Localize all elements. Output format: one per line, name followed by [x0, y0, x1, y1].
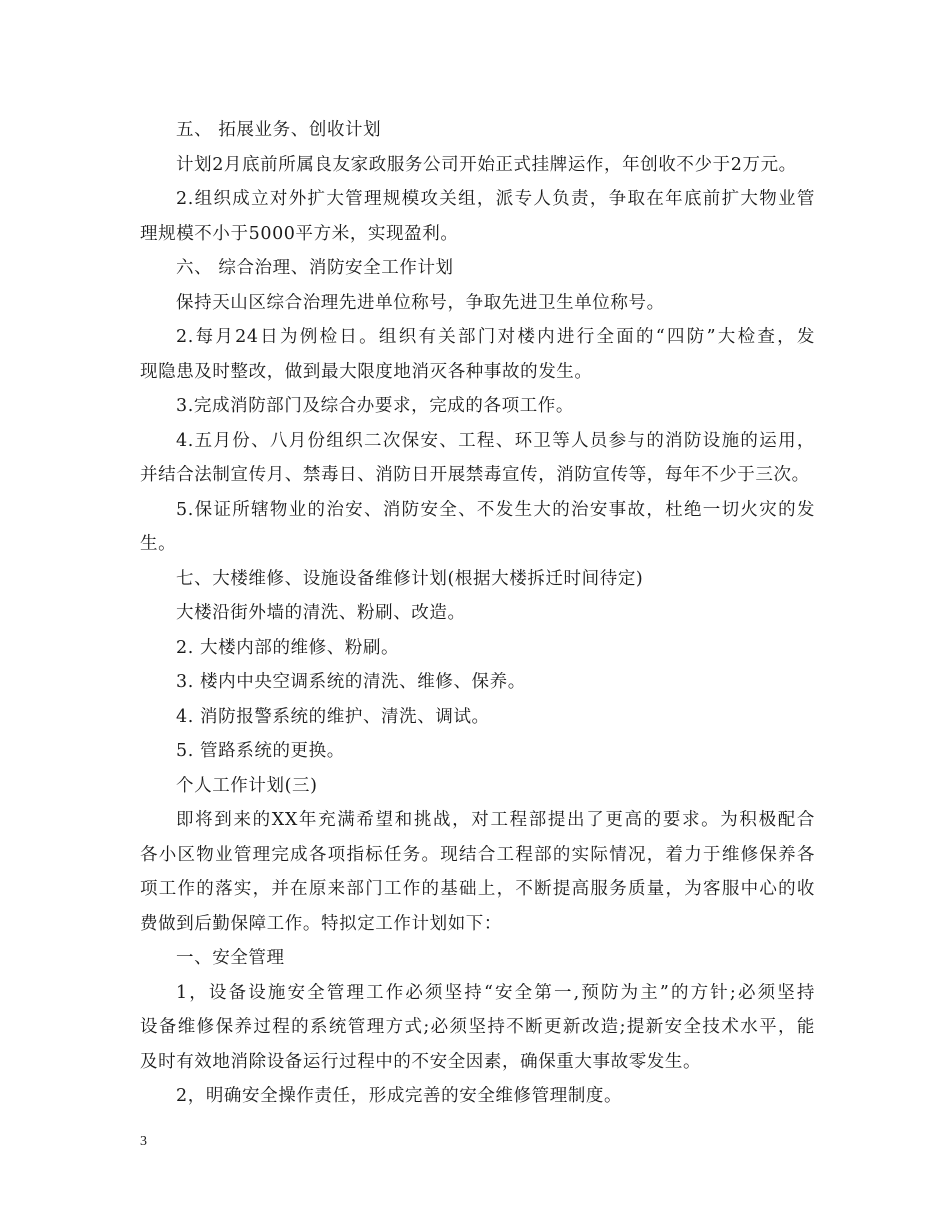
paragraph-line: 项工作的落实，并在原来部门工作的基础上，不断提高服务质量，为客服中心的收	[140, 879, 815, 899]
paragraph-line: 大楼沿街外墙的清洗、粉刷、改造。	[176, 603, 466, 623]
paragraph-line: 5.保证所辖物业的治安、消防安全、不发生大的治安事故，杜绝一切火灾的发	[176, 499, 815, 520]
document-body	[140, 113, 815, 1114]
paragraph-line: 计划2月底前所属良友家政服务公司开始正式挂牌运作，年创收不少于2万元。	[176, 154, 797, 175]
paragraph-line: 1，设备设施安全管理工作必须坚持“安全第一,预防为主”的方针;必须坚持	[176, 982, 815, 1003]
section-heading: 六、 综合治理、消防安全工作计划	[176, 258, 454, 278]
paragraph-line: 生。	[140, 534, 177, 554]
section-heading: 个人工作计划(三)	[176, 775, 318, 796]
paragraph-line: 保持天山区综合治理先进单位称号，争取先进卫生单位称号。	[176, 292, 665, 313]
paragraph-line: 2，明确安全操作责任，形成完善的安全维修管理制度。	[176, 1086, 623, 1106]
paragraph-line: 即将到来的XX年充满希望和挑战，对工程部提出了更高的要求。为积极配合	[176, 810, 815, 830]
paragraph-line: 费做到后勤保障工作。特拟定工作计划如下：	[140, 913, 502, 934]
paragraph-line: 及时有效地消除设备运行过程中的不安全因素，确保重大事故零发生。	[140, 1051, 702, 1072]
paragraph-line: 4. 消防报警系统的维护、清洗、调试。	[176, 706, 490, 727]
paragraph-line: 理规模不小于5000平方米，实现盈利。	[140, 223, 459, 244]
paragraph-line: 2.每月24日为例检日。组织有关部门对楼内进行全面的“四防”大检查，发	[176, 327, 815, 347]
paragraph-line: 3.完成消防部门及综合办要求，完成的各项工作。	[176, 396, 574, 416]
paragraph-line: 各小区物业管理完成各项指标任务。现结合工程部的实际情况，着力于维修保养各	[140, 844, 815, 865]
section-heading: 七、大楼维修、设施设备维修计划(根据大楼拆迁时间待定)	[176, 568, 644, 589]
paragraph-line: 设备维修保养过程的系统管理方式;必须坚持不断更新改造;提新安全技术水平，能	[140, 1017, 815, 1037]
section-heading: 一、安全管理	[176, 948, 285, 968]
paragraph-line: 2.组织成立对外扩大管理规模攻关组，派专人负责，争取在年底前扩大物业管	[176, 189, 815, 209]
paragraph-line: 5. 管路系统的更换。	[176, 741, 345, 761]
paragraph-line: 2. 大楼内部的维修、粉刷。	[176, 637, 400, 658]
page-number: 3	[140, 1134, 147, 1149]
section-heading: 五、 拓展业务、创收计划	[176, 120, 382, 140]
paragraph-line: 3. 楼内中央空调系统的清洗、维修、保养。	[176, 672, 526, 692]
paragraph-line: 并结合法制宣传月、禁毒日、消防日开展禁毒宣传，消防宣传等，每年不少于三次。	[140, 465, 810, 485]
paragraph-line: 现隐患及时整改，做到最大限度地消灭各种事故的发生。	[140, 361, 593, 382]
paragraph-line: 4.五月份、八月份组织二次保安、工程、环卫等人员参与的消防设施的运用，	[176, 430, 815, 451]
